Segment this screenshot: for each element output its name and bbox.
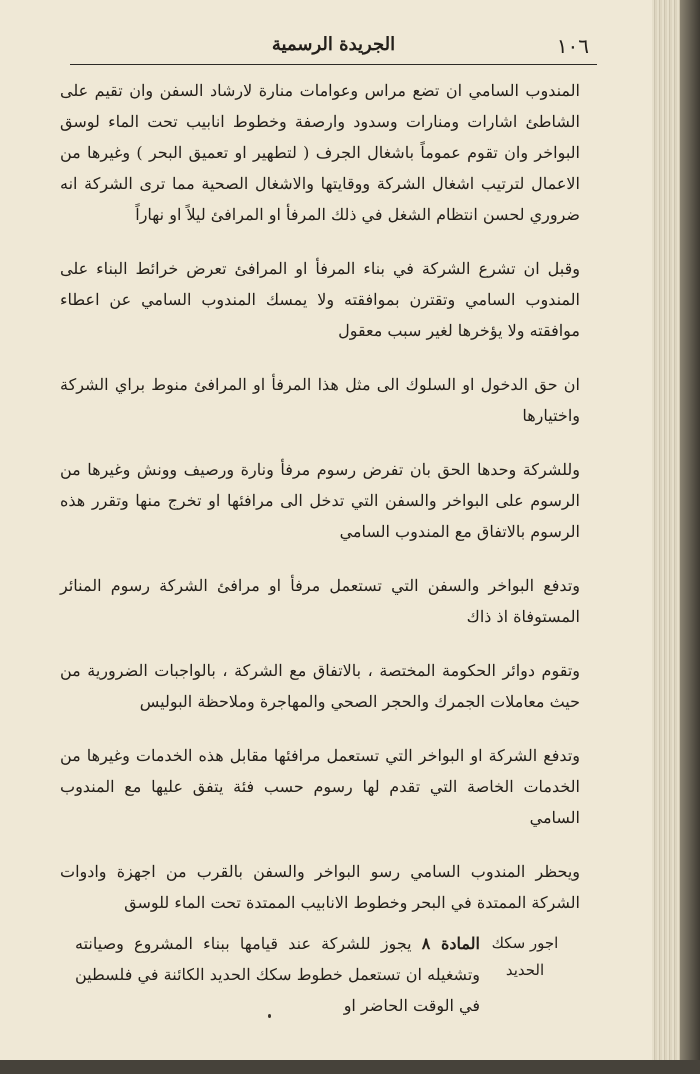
paragraph-construction-plans: وقبل ان تشرع الشركة في بناء المرفأ او المرافئ تعرض خرائط البناء على المندوب السامي وتقترن بموافقته ولا يمسك المندوب السامي عن اعطاء موافقته ولا يؤخرها لغير سبب معقول <box>60 259 580 340</box>
article-number: المادة ٨ <box>421 934 480 953</box>
book-shadow <box>680 0 700 1074</box>
paragraph-lighthouse-dues: وتدفع البواخر والسفن التي تستعمل مرفأ او مرافئ الشركة رسوم المنائر المستوفاة اذ ذاك <box>60 576 580 626</box>
paragraph-harbour-works: المندوب السامي ان تضع مراس وعوامات منارة لارشاد السفن وان تقيم على الشاطئ اشارات ومنارات وسدود وارصفة وخطوط انابيب تحت الماء لوسق البواخر وان تقوم عموماً باشغال الجرف ( لتطهير او تعميق البحر ) وغيرها من الاعمال لترتيب اشغال الشركة ووقايتها والاشغال الصحية مما ترى الشركة انه ضروري لحسن انتظام الشغل في ذلك المرفأ او المرافئ ليلاً او نهاراً <box>60 81 580 224</box>
paragraph-anchoring-prohibition: ويحظر المندوب السامي رسو البواخر والسفن بالقرب من اجهزة وادوات الشركة الممتدة في البحر وخطوط الانابيب الممتدة تحت الماء للوسق <box>60 862 580 912</box>
journal-title: الجريدة الرسمية <box>271 34 396 55</box>
paragraph-service-fees: وتدفع الشركة او البواخر التي تستعمل مرافئها مقابل هذه الخدمات وغيرها من الخدمات الخاصة التي تقدم لها رسوم حسب فئة يتفق عليها مع المندوب السامي <box>60 746 580 827</box>
bottom-shadow <box>0 1060 700 1074</box>
running-header <box>70 30 597 65</box>
body-text <box>60 75 580 941</box>
margin-note-line-1: اجور سكك <box>491 934 559 952</box>
article-8 <box>75 928 480 1021</box>
page-number: ١٠٦ <box>556 34 589 58</box>
paper-speck <box>268 1014 271 1018</box>
margin-note <box>490 930 560 984</box>
margin-note-line-2: الحديد <box>505 961 545 979</box>
paragraph-government-services: وتقوم دوائر الحكومة المختصة ، بالاتفاق مع الشركة ، بالواجبات الضرورية من حيث معاملات الجمرك والحجر الصحي والمهاجرة وملاحظة البوليس <box>60 661 580 711</box>
article-text: يجوز للشركة عند قيامها ببناء المشروع وصيانته وتشغيله ان تستعمل خطوط سكك الحديد الكائنة في فلسطين في الوقت الحاضر او <box>75 934 480 1015</box>
paragraph-right-of-entry: ان حق الدخول او السلوك الى مثل هذا المرفأ او المرافئ منوط براي الشركة واختيارها <box>60 375 581 425</box>
paragraph-harbour-dues: وللشركة وحدها الحق بان تفرض رسوم مرفأ ونارة ورصيف وونش وغيرها من الرسوم على البواخر والسفن التي تدخل الى مرافئها او تخرج منها وتقرر هذه الرسوم بالاتفاق مع المندوب السامي <box>60 460 580 541</box>
